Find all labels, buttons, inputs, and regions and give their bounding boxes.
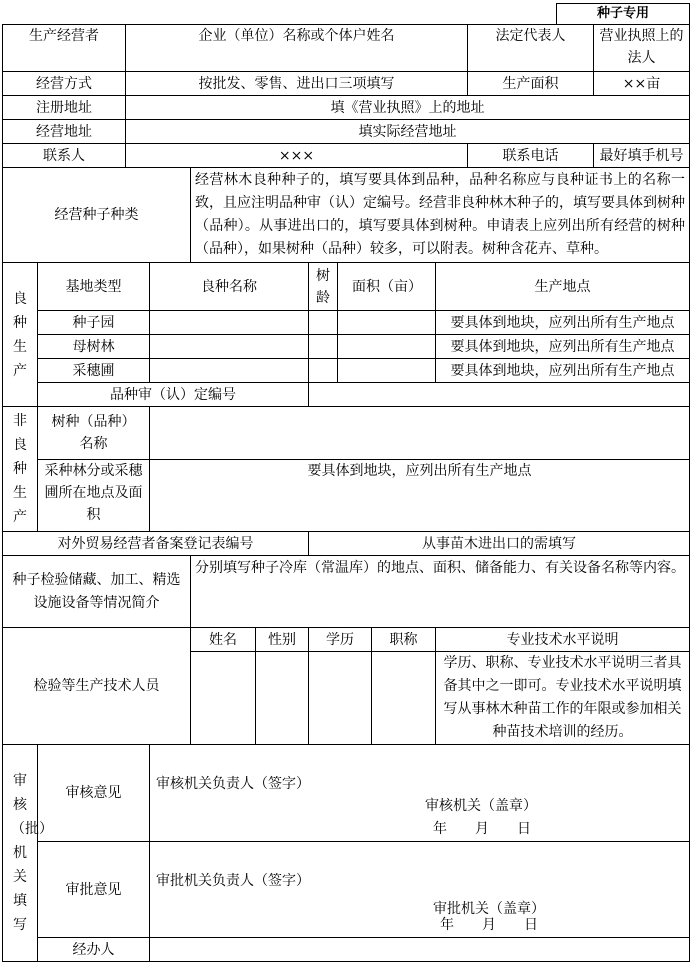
forest-location-field[interactable]: 要具体到地块，应列出所有生产地点 (150, 460, 690, 532)
reg-address-label: 注册地址 (3, 96, 126, 120)
non-good-seed-label: 非良种生产 (3, 407, 38, 532)
area-label: 生产面积 (468, 72, 594, 96)
species-label: 树种（品种）名称 (38, 407, 150, 460)
approval-number-field[interactable] (309, 383, 690, 407)
area-cell[interactable] (338, 335, 436, 359)
seed-types-field[interactable]: 经营林木良种种子的，填写要具体到品种，品种名称应与良种证书上的名称一致，且应注明品种审（认）定编号。经营非良种林木种子的，填写要具体到树种（品种）。从事进出口的，填写要具体到树种。申请表上应列出所有经营的树种（品种），如果树种（品种）较多，可以附表。树种含花卉、草种。 (191, 168, 690, 263)
approve-label: 审批意见 (38, 842, 150, 938)
variety-cell[interactable] (150, 311, 309, 335)
variety-header: 良种名称 (150, 263, 309, 311)
facilities-label: 种子检验储藏、加工、精选设施设备等情况简介 (3, 556, 191, 628)
location-cell[interactable]: 要具体到地块，应列出所有生产地点 (436, 359, 690, 383)
base-type-cell: 母树林 (38, 335, 150, 359)
title-cell[interactable] (372, 652, 436, 745)
phone-label: 联系电话 (468, 144, 594, 168)
contact-field[interactable]: ××× (126, 144, 468, 168)
name-header: 姓名 (191, 628, 256, 652)
age-cell[interactable] (309, 359, 338, 383)
variety-cell[interactable] (150, 359, 309, 383)
area-cell[interactable] (338, 359, 436, 383)
gender-cell[interactable] (256, 652, 309, 745)
biz-address-field[interactable]: 填实际经营地址 (126, 120, 690, 144)
title-header: 职称 (372, 628, 436, 652)
approve-date: 年 月 日 (440, 917, 539, 933)
review-label: 审核意见 (38, 745, 150, 842)
contact-label: 联系人 (3, 144, 126, 168)
trade-record-field[interactable]: 从事苗木进出口的需填写 (309, 532, 690, 556)
table-row (3, 335, 690, 359)
species-field[interactable] (150, 407, 690, 460)
location-cell[interactable]: 要具体到地块，应列出所有生产地点 (436, 335, 690, 359)
phone-field[interactable]: 最好填手机号 (594, 144, 690, 168)
seed-types-label: 经营种子种类 (3, 168, 191, 263)
seed-tag-box (556, 3, 690, 25)
age-header: 树龄 (309, 263, 338, 311)
skill-cell[interactable]: 学历、职称、专业技术水平说明三者具备其中之一即可。专业技术水平说明填写从事林木种苗工作的年限或参加相关种苗技术培训的经历。 (436, 652, 690, 745)
base-type-header: 基地类型 (38, 263, 150, 311)
area-cell[interactable] (338, 311, 436, 335)
handler-field[interactable] (150, 938, 690, 962)
license-application-form (2, 24, 690, 962)
seed-tag: 种子专用 (557, 4, 690, 25)
biz-address-label: 经营地址 (3, 120, 126, 144)
gender-header: 性别 (256, 628, 309, 652)
base-type-cell: 种子园 (38, 311, 150, 335)
good-seed-label: 良种生产 (3, 263, 38, 407)
name-cell[interactable] (191, 652, 256, 745)
age-cell[interactable] (309, 335, 338, 359)
approve-field[interactable] (150, 842, 690, 938)
area-header: 面积（亩） (338, 263, 436, 311)
trade-record-label: 对外贸易经营者备案登记表编号 (3, 532, 309, 556)
approve-signer: 审批机关负责人（签字） (156, 873, 311, 889)
table-row (3, 311, 690, 335)
variety-cell[interactable] (150, 335, 309, 359)
mode-label: 经营方式 (3, 72, 126, 96)
legal-rep-label: 法定代表人 (468, 25, 594, 72)
reg-address-field[interactable]: 填《营业执照》上的地址 (126, 96, 690, 120)
handler-label: 经办人 (38, 938, 150, 962)
skill-header: 专业技术水平说明 (436, 628, 690, 652)
forest-location-label: 采种林分或采穗圃所在地点及面积 (38, 460, 150, 532)
authority-label: 审核（批）机关填写 (3, 745, 38, 962)
base-type-cell: 采穗圃 (38, 359, 150, 383)
education-cell[interactable] (309, 652, 372, 745)
approve-stamp: 审批机关（盖章） (433, 901, 546, 917)
location-cell[interactable]: 要具体到地块，应列出所有生产地点 (436, 311, 690, 335)
legal-rep-field[interactable]: 营业执照上的法人 (594, 25, 690, 72)
area-field[interactable]: ××亩 (594, 72, 690, 96)
review-date: 年 月 日 (433, 821, 532, 837)
staff-label: 检验等生产技术人员 (3, 628, 191, 745)
mode-field[interactable]: 按批发、零售、进出口三项填写 (126, 72, 468, 96)
review-field[interactable] (150, 745, 690, 842)
location-header: 生产地点 (436, 263, 690, 311)
review-signer: 审核机关负责人（签字） (156, 776, 311, 792)
table-row (3, 359, 690, 383)
review-stamp: 审核机关（盖章） (425, 798, 538, 814)
producer-label: 生产经营者 (3, 25, 126, 72)
producer-name-field[interactable]: 企业（单位）名称或个体户姓名 (126, 25, 468, 72)
age-cell[interactable] (309, 311, 338, 335)
education-header: 学历 (309, 628, 372, 652)
facilities-field[interactable]: 分别填写种子冷库（常温库）的地点、面积、储备能力、有关设备名称等内容。 (191, 556, 690, 628)
approval-number-label: 品种审（认）定编号 (38, 383, 309, 407)
